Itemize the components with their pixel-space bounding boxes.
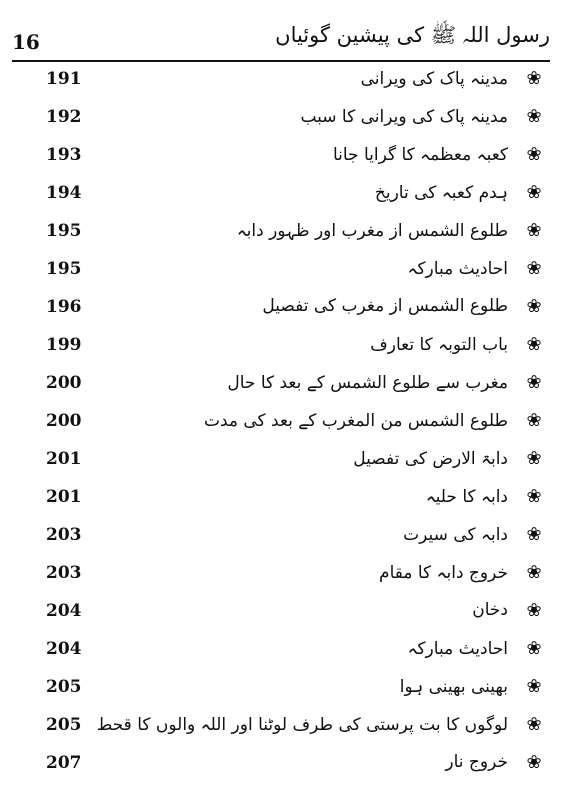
toc-entry: [12, 290, 550, 328]
flower-ornament-icon: ❀: [526, 524, 542, 545]
toc-entry: [12, 176, 550, 214]
toc-entry-title: مغرب سے طلوع الشمس کے بعد کا حال: [227, 373, 508, 393]
flower-ornament-icon: ❀: [526, 600, 542, 621]
page-number: 16: [12, 30, 40, 54]
toc-page-number: 193: [46, 145, 82, 165]
toc-page-number: 201: [46, 449, 82, 469]
toc-page-number: 195: [46, 259, 82, 279]
toc-page-number: 204: [46, 601, 82, 621]
toc-entry: [12, 138, 550, 176]
toc-page-number: 199: [46, 335, 82, 355]
toc-entry-title: باب التوبہ کا تعارف: [370, 335, 508, 355]
toc-entry: [12, 632, 550, 670]
flower-ornament-icon: ❀: [526, 752, 542, 773]
toc-entry-title: طلوع الشمس من المغرب کے بعد کی مدت: [203, 411, 508, 431]
toc-entry-title: بھینی بھینی ہوا: [399, 677, 508, 697]
toc-entry-title: ہدم کعبہ کی تاریخ: [374, 183, 508, 203]
flower-ornament-icon: ❀: [526, 562, 542, 583]
toc-entry: [12, 594, 550, 632]
flower-ornament-icon: ❀: [526, 410, 542, 431]
flower-ornament-icon: ❀: [526, 638, 542, 659]
table-of-contents: [12, 62, 550, 784]
flower-ornament-icon: ❀: [526, 68, 542, 89]
flower-ornament-icon: ❀: [526, 296, 542, 317]
toc-entry-title: طلوع الشمس از مغرب اور ظہور دابہ: [236, 221, 508, 241]
toc-page-number: 192: [46, 107, 82, 127]
toc-entry: [12, 518, 550, 556]
toc-entry: [12, 62, 550, 100]
toc-entry-title: کعبہ معظمہ کا گرایا جانا: [332, 145, 508, 165]
toc-page-number: 203: [46, 563, 82, 583]
toc-entry: [12, 366, 550, 404]
flower-ornament-icon: ❀: [526, 676, 542, 697]
toc-entry-title: دابۃ الارض کی تفصیل: [353, 449, 508, 469]
toc-page-number: 200: [46, 411, 82, 431]
flower-ornament-icon: ❀: [526, 182, 542, 203]
flower-ornament-icon: ❀: [526, 258, 542, 279]
flower-ornament-icon: ❀: [526, 220, 542, 241]
page-header: [12, 22, 550, 62]
flower-ornament-icon: ❀: [526, 144, 542, 165]
toc-entry: [12, 442, 550, 480]
flower-ornament-icon: ❀: [526, 448, 542, 469]
toc-entry-title: مدینہ پاک کی ویرانی کا سبب: [300, 107, 508, 127]
flower-ornament-icon: ❀: [526, 714, 542, 735]
toc-page-number: 207: [46, 753, 82, 773]
flower-ornament-icon: ❀: [526, 486, 542, 507]
toc-entry: [12, 404, 550, 442]
toc-entry-title: طلوع الشمس از مغرب کی تفصیل: [262, 296, 508, 316]
toc-entry: [12, 100, 550, 138]
book-title: رسول اللہ ﷺ کی پیشین گوئیاں: [275, 23, 550, 47]
toc-page-number: 203: [46, 525, 82, 545]
toc-entry-title: احادیث مبارکہ: [407, 639, 508, 659]
toc-entry-title: لوگوں کا بت پرستی کی طرف لوٹنا اور اللہ والوں کا قحط: [96, 715, 508, 735]
toc-entry-title: احادیث مبارکہ: [407, 259, 508, 279]
flower-ornament-icon: ❀: [526, 106, 542, 127]
toc-page-number: 205: [46, 677, 82, 697]
toc-entry-title: مدینہ پاک کی ویرانی: [360, 69, 508, 89]
toc-page-number: 194: [46, 183, 82, 203]
toc-entry-title: دابہ کی سیرت: [403, 525, 508, 545]
toc-entry: [12, 214, 550, 252]
toc-entry-title: دابہ کا حلیہ: [425, 487, 508, 507]
toc-entry-title: خروج نار: [445, 752, 508, 772]
toc-entry-title: خروج دابہ کا مقام: [379, 563, 508, 583]
toc-page-number: 205: [46, 715, 82, 735]
toc-page-number: 201: [46, 487, 82, 507]
toc-entry: [12, 480, 550, 518]
toc-page-number: 191: [46, 69, 82, 89]
flower-ornament-icon: ❀: [526, 334, 542, 355]
toc-entry: [12, 252, 550, 290]
flower-ornament-icon: ❀: [526, 372, 542, 393]
toc-entry-title: دخان: [472, 600, 508, 620]
toc-entry: [12, 746, 550, 784]
toc-entry: [12, 670, 550, 708]
toc-entry: [12, 708, 550, 746]
toc-page-number: 195: [46, 221, 82, 241]
toc-page-number: 204: [46, 639, 82, 659]
toc-page-number: 200: [46, 373, 82, 393]
toc-entry: [12, 328, 550, 366]
toc-page-number: 196: [46, 297, 82, 317]
toc-entry: [12, 556, 550, 594]
